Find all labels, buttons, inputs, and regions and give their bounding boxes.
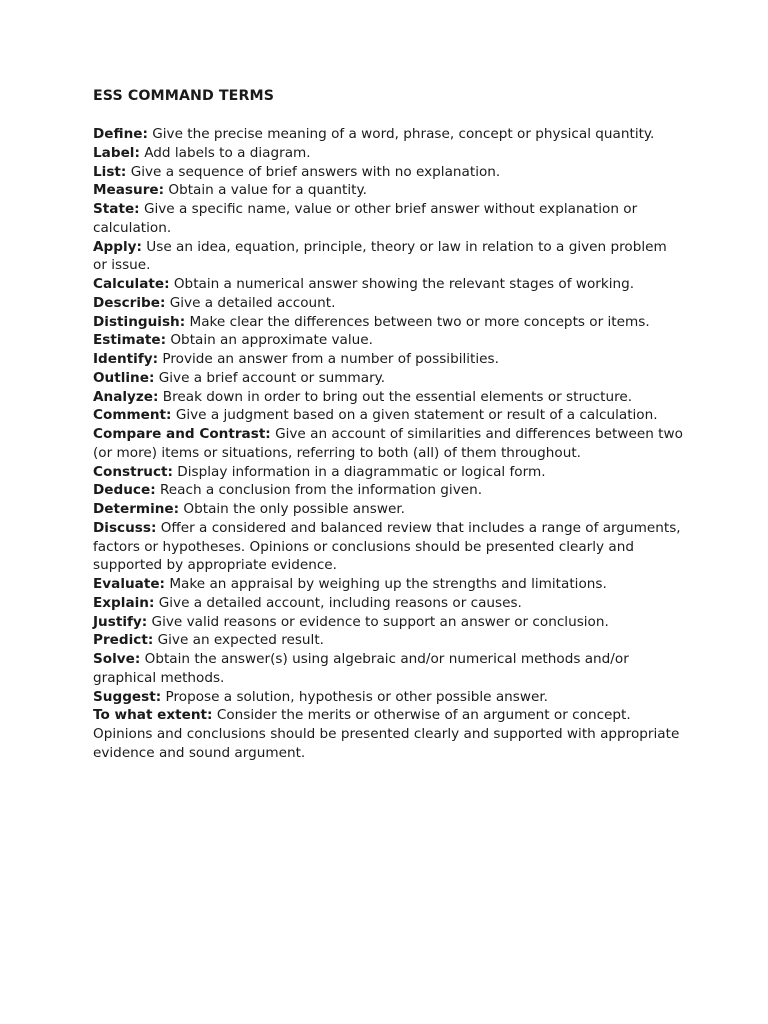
command-term-definition: Give a detailed account. [169,294,336,311]
command-term-name: Solve: [93,651,141,667]
command-term-entry [93,181,683,200]
command-term-entry [93,594,683,613]
command-term-name: Suggest: [93,688,162,705]
command-term-definition: Make an appraisal by weighing up the strengths and limitations. [169,576,607,592]
command-term-entry [93,388,683,407]
command-term-name: Identify: [93,351,159,367]
command-term-entry [93,406,683,425]
command-term-definition: Break down in order to bring out the essential elements or structure. [162,388,633,405]
command-term-name: Predict: [93,632,154,649]
command-term-name: Measure: [93,182,165,199]
command-terms-list [93,125,683,763]
command-term-name: Apply: [93,238,142,255]
command-term-entry [93,650,683,688]
command-term-entry [93,481,683,500]
command-term-definition: Make clear the differences between two or more concepts or items. [189,313,650,330]
command-term-definition: Give an account of similarities and differences between two (or more) items or situations, referring to both (all) of them throughout. [93,426,683,461]
command-term-name: Outline: [93,369,155,386]
command-term-entry [93,369,683,388]
command-term-name: Estimate: [93,332,167,349]
command-term-definition: Obtain the only possible answer. [183,501,405,517]
command-term-definition: Propose a solution, hypothesis or other possible answer. [165,688,549,705]
command-term-definition: Obtain a numerical answer showing the relevant stages of working. [173,276,635,292]
command-term-entry [93,425,683,463]
command-term-definition: Obtain a value for a quantity. [168,182,367,199]
command-term-entry [93,294,683,313]
command-term-name: Analyze: [93,388,159,405]
command-term-definition: Provide an answer from a number of possibilities. [162,351,499,367]
command-term-name: Construct: [93,463,173,480]
command-term-name: Evaluate: [93,576,165,592]
command-term-definition: Give a brief account or summary. [158,369,386,386]
command-term-entry [93,706,683,762]
command-term-name: Distinguish: [93,313,186,330]
command-term-definition: Display information in a diagrammatic or logical form. [177,463,546,480]
command-term-definition: Give a sequence of brief answers with no explanation. [130,163,501,180]
command-term-definition: Give a specific name, value or other brief answer without explanation or calculation. [93,201,638,236]
command-term-definition: Use an idea, equation, principle, theory or law in relation to a given problem or issue. [93,238,667,274]
command-term-name: Comment: [93,407,172,424]
command-term-definition: Give an expected result. [157,632,324,649]
command-term-entry [93,331,683,350]
command-term-definition: Obtain the answer(s) using algebraic and/or numerical methods and/or graphical methods. [93,651,629,686]
command-term-name: Justify: [93,613,148,630]
command-term-entry [93,350,683,369]
command-term-definition: Obtain an approximate value. [170,332,373,349]
command-term-name: Label: [93,144,140,161]
command-term-name: Explain: [93,594,155,611]
command-term-entry [93,238,683,276]
command-term-entry [93,613,683,632]
command-term-definition: Reach a conclusion from the information given. [159,482,483,499]
command-term-entry [93,144,683,163]
command-term-definition: Give a judgment based on a given statement or result of a calculation. [175,407,658,424]
command-term-name: Discuss: [93,519,157,536]
command-term-entry [93,313,683,332]
command-term-entry [93,200,683,238]
command-term-definition: Give the precise meaning of a word, phrase, concept or physical quantity. [152,126,655,142]
command-term-name: Deduce: [93,482,156,499]
command-term-definition: Consider the merits or otherwise of an argument or concept. Opinions and conclusions should be presented clearly and supported with appropriate evidence and sound argument. [93,707,680,761]
command-term-definition: Give a detailed account, including reasons or causes. [158,594,522,611]
command-term-entry [93,163,683,182]
command-term-definition: Offer a considered and balanced review that includes a range of arguments, factors or hypotheses. Opinions or conclusions should be presented clearly and supported by appropriate evidence. [93,519,681,574]
command-term-name: Define: [93,126,148,142]
command-term-definition: Add labels to a diagram. [144,144,311,161]
command-term-entry [93,125,683,144]
document-title: ESS COMMAND TERMS [93,88,275,104]
command-term-entry [93,688,683,707]
command-term-entry [93,575,683,594]
command-term-definition: Give valid reasons or evidence to support an answer or conclusion. [151,613,609,630]
command-term-name: Describe: [93,294,166,311]
command-term-entry [93,463,683,482]
command-term-name: State: [93,201,140,217]
command-term-entry [93,631,683,650]
command-term-name: Compare and Contrast: [93,426,271,442]
command-term-entry [93,275,683,294]
command-term-name: List: [93,163,127,180]
command-term-name: Calculate: [93,276,170,292]
command-term-entry [93,519,683,575]
command-term-name: Determine: [93,501,180,517]
command-term-name: To what extent: [93,707,213,724]
command-term-entry [93,500,683,519]
document-page [93,86,683,763]
